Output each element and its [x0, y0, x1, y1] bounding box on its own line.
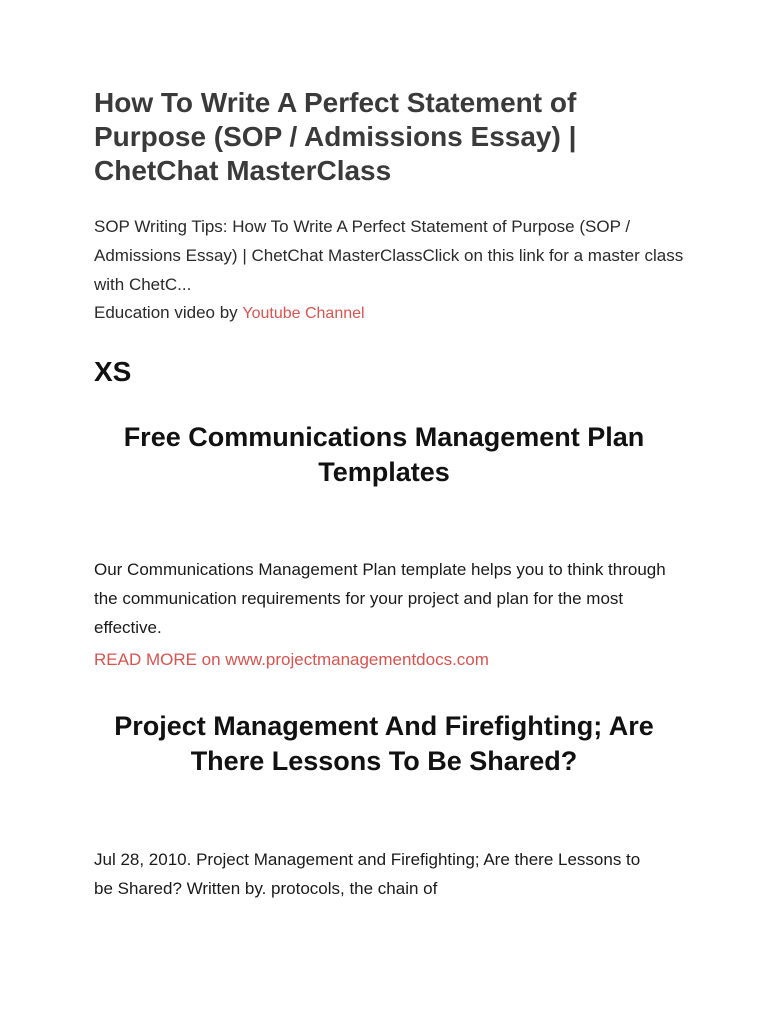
video-byline [94, 298, 365, 328]
article-title-communications: Free Communications Management Plan Templates [123, 422, 645, 487]
byline-prefix: Education video by [94, 303, 238, 322]
article-body-communications: Our Communications Management Plan template helps you to think through the communication requirements for your project and plan for the most effective. [94, 560, 666, 637]
section-marker: XS [94, 356, 132, 387]
article-title-firefighting: Project Management And Firefighting; Are There Lessons To Be Shared? [114, 711, 654, 776]
channel-link[interactable]: Youtube Channel [242, 305, 365, 322]
article-body-firefighting: Jul 28, 2010. Project Management and Firefighting; Are there Lessons to be Shared? Written by. protocols, the chain of [94, 850, 641, 898]
read-more-link[interactable]: READ MORE on www.projectmanagementdocs.com [94, 650, 489, 669]
video-title: How To Write A Perfect Statement of Purpose (SOP / Admissions Essay) | ChetChat MasterClass [94, 87, 577, 186]
video-description: SOP Writing Tips: How To Write A Perfect Statement of Purpose (SOP / Admissions Essay) | ChetChat MasterClassClick on this link for a master class with ChetC... [94, 217, 684, 294]
